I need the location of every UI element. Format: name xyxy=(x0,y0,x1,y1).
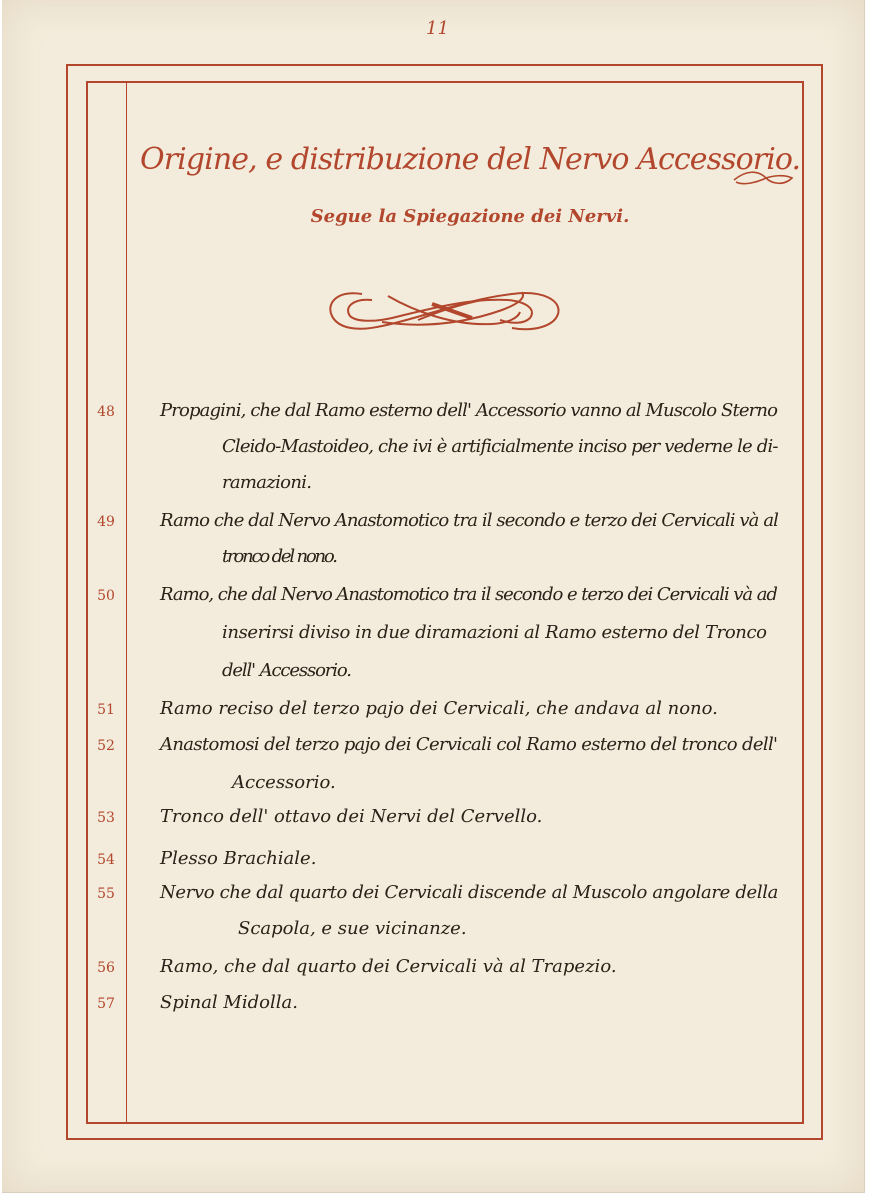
entry-text-line: Ramo, che dal quarto dei Cervicali và al Trapezio. xyxy=(160,956,617,977)
entry-number: 52 xyxy=(97,738,115,754)
entry-number: 57 xyxy=(97,996,115,1012)
entry-number: 48 xyxy=(97,404,115,420)
entry-number: 55 xyxy=(97,886,115,902)
entry-text-line: Ramo, che dal Nervo Anastomotico tra il secondo e terzo dei Cervicali và ad xyxy=(160,584,777,605)
entry-text-line: Nervo che dal quarto dei Cervicali discende al Muscolo angolare della xyxy=(160,882,779,903)
page-subtitle: Segue la Spiegazione dei Nervi. xyxy=(310,206,630,227)
entry-text-line: Ramo reciso del terzo pajo dei Cervicali, che andava al nono. xyxy=(160,698,718,719)
page-title: Origine, e distribuzione del Nervo Accessorio. xyxy=(140,142,801,177)
entry-text-line: inserirsi diviso in due diramazioni al Ramo esterno del Tronco xyxy=(222,622,767,643)
entry-text-line: Ramo che dal Nervo Anastomotico tra il secondo e terzo dei Cervicali và al xyxy=(160,510,779,531)
entry-number: 51 xyxy=(97,702,115,718)
entry-text-line: Accessorio. xyxy=(232,772,336,793)
entry-number: 53 xyxy=(97,810,115,826)
entry-number: 49 xyxy=(97,514,115,530)
entry-text-line: Anastomosi del terzo pajo dei Cervicali col Ramo esterno del tronco dell' xyxy=(160,734,778,755)
title-end-flourish xyxy=(732,166,794,190)
entry-text-line: tronco del nono. xyxy=(222,546,336,567)
entry-text-line: ramazioni. xyxy=(222,472,312,493)
entry-number: 56 xyxy=(97,960,115,976)
entry-number: 54 xyxy=(97,852,115,868)
ornamental-flourish xyxy=(322,280,566,342)
entry-text-line: Spinal Midolla. xyxy=(160,992,298,1013)
entry-text-line: Tronco dell' ottavo dei Nervi del Cervello. xyxy=(160,806,543,827)
entry-text-line: Scapola, e sue vicinanze. xyxy=(238,918,467,939)
entry-text-line: dell' Accessorio. xyxy=(222,660,351,681)
entry-text-line: Plesso Brachiale. xyxy=(160,848,317,869)
entry-text-line: Cleido-Mastoideo, che ivi è artificialmente inciso per vederne le di- xyxy=(222,436,778,457)
entry-number: 50 xyxy=(97,588,115,604)
margin-rule-line xyxy=(126,83,127,1122)
page-number: 11 xyxy=(426,18,449,39)
entry-text-line: Propagini, che dal Ramo esterno dell' Accessorio vanno al Muscolo Sterno xyxy=(160,400,778,421)
